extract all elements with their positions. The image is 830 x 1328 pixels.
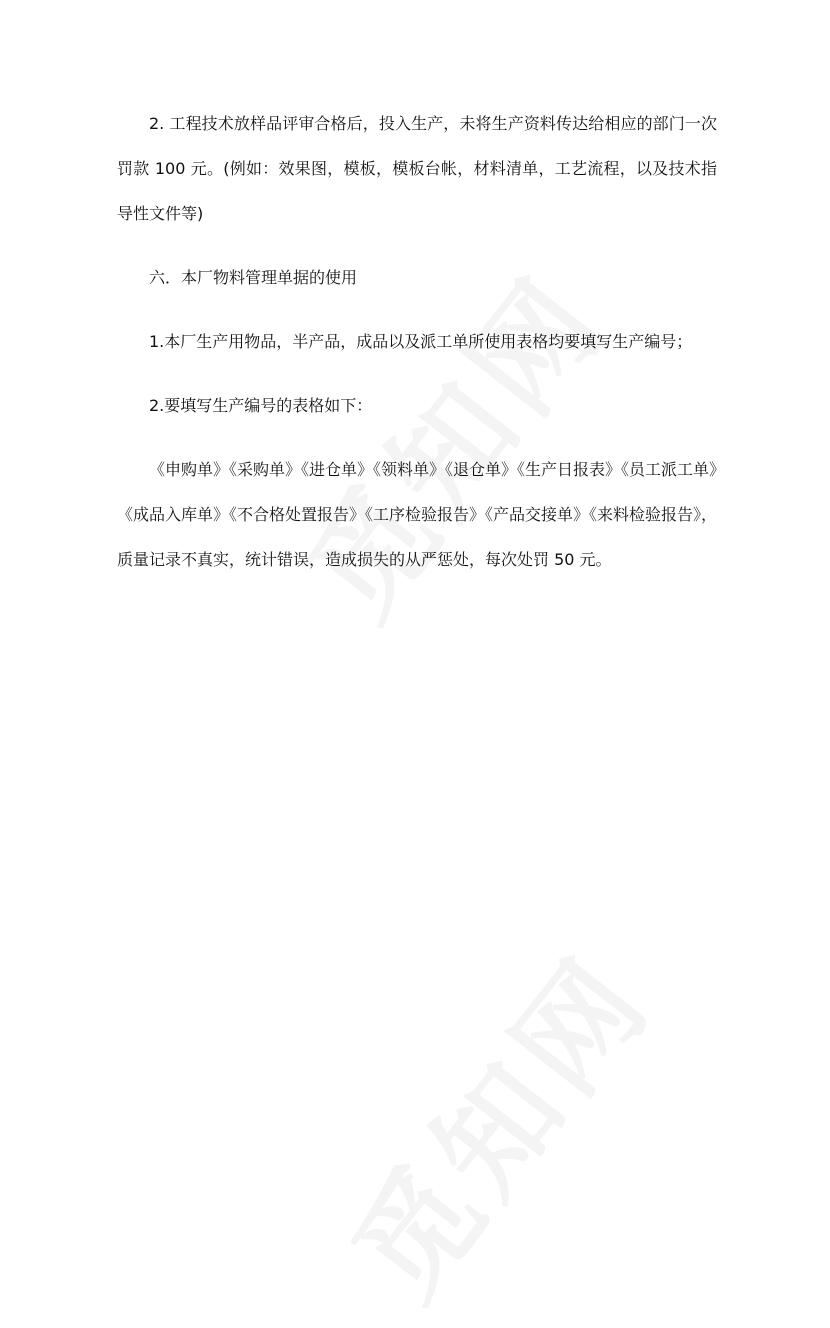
watermark [307,914,683,1327]
paragraph-item-2: 2. 工程技术放样品评审合格后，投入生产，未将生产资料传达给相应的部门一次罚款 100 元。(例如：效果图，模板，模板台帐，材料清单，工艺流程，以及技术指导性文件等) [117,114,717,223]
paragraph-item-1: 1.本厂生产用物品，半产品，成品以及派工单所使用表格均要填写生产编号； [149,332,693,351]
paragraph-item-2b: 2.要填写生产编号的表格如下： [149,396,373,415]
paragraph-form-list: 《申购单》《采购单》《进仓单》《领料单》《退仓单》《生产日报表》《员工派工单》《成品入库单》《不合格处置报告》《工序检验报告》《产品交接单》《来料检验报告》，质量记录不真实，统计错误，造成损失的从严惩处，每次处罚 50 元。 [117,460,718,569]
section-heading-6: 六．本厂物料管理单据的使用 [149,268,358,287]
document-body [117,101,717,582]
